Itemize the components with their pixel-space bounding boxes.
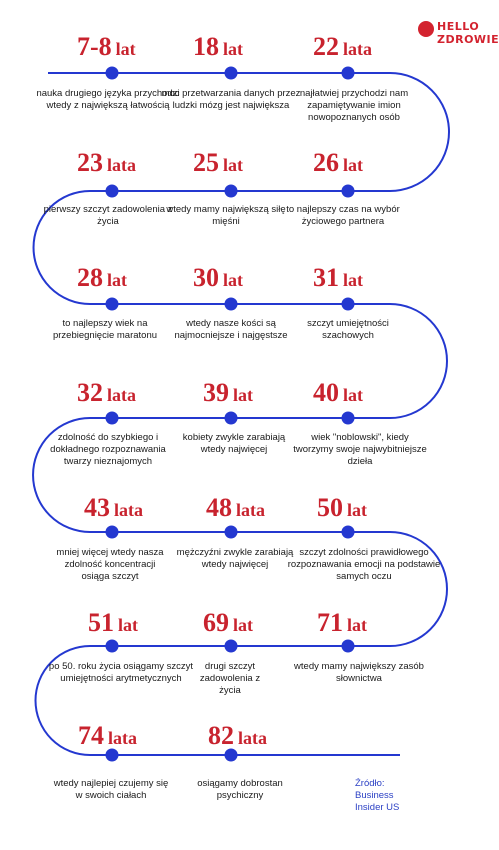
logo-line-1: HELLO [437, 20, 480, 33]
milestone-fact: szczyt umiejętności szachowych [307, 318, 389, 341]
milestone-fact: kobiety zwykle zarabiają wtedy najwięcej [182, 432, 286, 455]
milestone-dot-icon [225, 526, 238, 539]
milestone-age: 26 lat [313, 148, 363, 177]
milestone-dot-icon [106, 640, 119, 653]
milestone-fact: wtedy mamy największy zasób słownictwa [294, 661, 424, 684]
milestone-fact: moc przetwarzania danych przez ludzki mózg jest największa [161, 88, 301, 111]
milestone-fact: szczyt zdolności prawidłowego rozpoznawania emocji na podstawie samych oczu [287, 547, 441, 582]
milestone-fact: to najlepszy czas na wybór życiowego partnera [286, 204, 400, 227]
milestone-age: 25 lat [193, 148, 243, 177]
milestone-dot-icon [342, 185, 355, 198]
source-name-line-2: Insider US [355, 802, 400, 813]
milestone-dot-icon [225, 412, 238, 425]
milestone-age: 51 lat [88, 608, 138, 637]
milestone-fact: nauka drugiego języka przychodzi wtedy z największą łatwością [36, 88, 180, 111]
milestone-dot-icon [225, 67, 238, 80]
milestone-fact: zdolność do szybkiego i dokładnego rozpoznawania twarzy nieznajomych [50, 432, 166, 467]
source-note [355, 778, 399, 814]
milestone-fact: osiągamy dobrostan psychiczny [197, 778, 283, 801]
milestone-dot-icon [225, 185, 238, 198]
source-label: Źródło: [355, 778, 385, 789]
logo-line-2: ZDROWIE [437, 33, 499, 46]
milestone-age: 71 lat [317, 608, 367, 637]
milestone-fact: wtedy mamy największą siłę mięśni [166, 204, 286, 227]
milestone-age: 23 lata [77, 148, 136, 177]
milestone-fact: mniej więcej wtedy nasza zdolność koncentracji osiąga szczyt [56, 547, 164, 582]
milestone-dot-icon [342, 526, 355, 539]
milestone-age: 18 lat [193, 32, 243, 61]
milestone-fact: mężczyźni zwykle zarabiają wtedy najwięcej [176, 547, 294, 570]
milestone-dot-icon [342, 412, 355, 425]
milestone-fact: wtedy najlepiej czujemy się w swoich ciałach [53, 778, 169, 801]
hello-zdrowie-logo [418, 20, 499, 46]
source-name-line-1: Business [355, 790, 394, 801]
milestone-fact: wiek "noblowski", kiedy tworzymy swoje najwybitniejsze dzieła [293, 432, 427, 467]
milestone-age: 43 lata [84, 493, 143, 522]
milestone-dot-icon [106, 412, 119, 425]
milestone-dot-icon [225, 640, 238, 653]
milestone-dot-icon [342, 67, 355, 80]
milestone-age: 28 lat [77, 263, 127, 292]
milestone-age: 69 lat [203, 608, 253, 637]
milestone-age: 22 lata [313, 32, 372, 61]
milestone-age: 74 lata [78, 721, 137, 750]
milestone-fact: po 50. roku życia osiągamy szczyt umiejętności arytmetycznych [48, 661, 194, 684]
milestone-fact: pierwszy szczyt zadowolenia z życia [43, 204, 173, 227]
milestone-dot-icon [106, 67, 119, 80]
milestone-dot-icon [225, 298, 238, 311]
milestone-dot-icon [106, 185, 119, 198]
milestone-dot-icon [106, 298, 119, 311]
milestone-fact: drugi szczyt zadowolenia z życia [199, 661, 261, 696]
milestone-age: 32 lata [77, 378, 136, 407]
milestone-dot-icon [342, 640, 355, 653]
milestone-age: 31 lat [313, 263, 363, 292]
milestone-age: 50 lat [317, 493, 367, 522]
milestone-age: 30 lat [193, 263, 243, 292]
milestone-dot-icon [106, 526, 119, 539]
milestone-fact: to najlepszy wiek na przebiegnięcie maratonu [52, 318, 158, 341]
milestone-fact: wtedy nasze kości są najmocniejsze i najgęstsze [174, 318, 288, 341]
milestone-dot-icon [342, 298, 355, 311]
milestone-age: 82 lata [208, 721, 267, 750]
milestone-fact: najłatwiej przychodzi nam zapamiętywanie imion nowopoznanych osób [299, 88, 409, 123]
milestone-age: 39 lat [203, 378, 253, 407]
milestone-age: 48 lata [206, 493, 265, 522]
milestone-age: 40 lat [313, 378, 363, 407]
milestone-age: 7-8 lat [77, 32, 136, 61]
logo-dot-icon [418, 21, 434, 37]
